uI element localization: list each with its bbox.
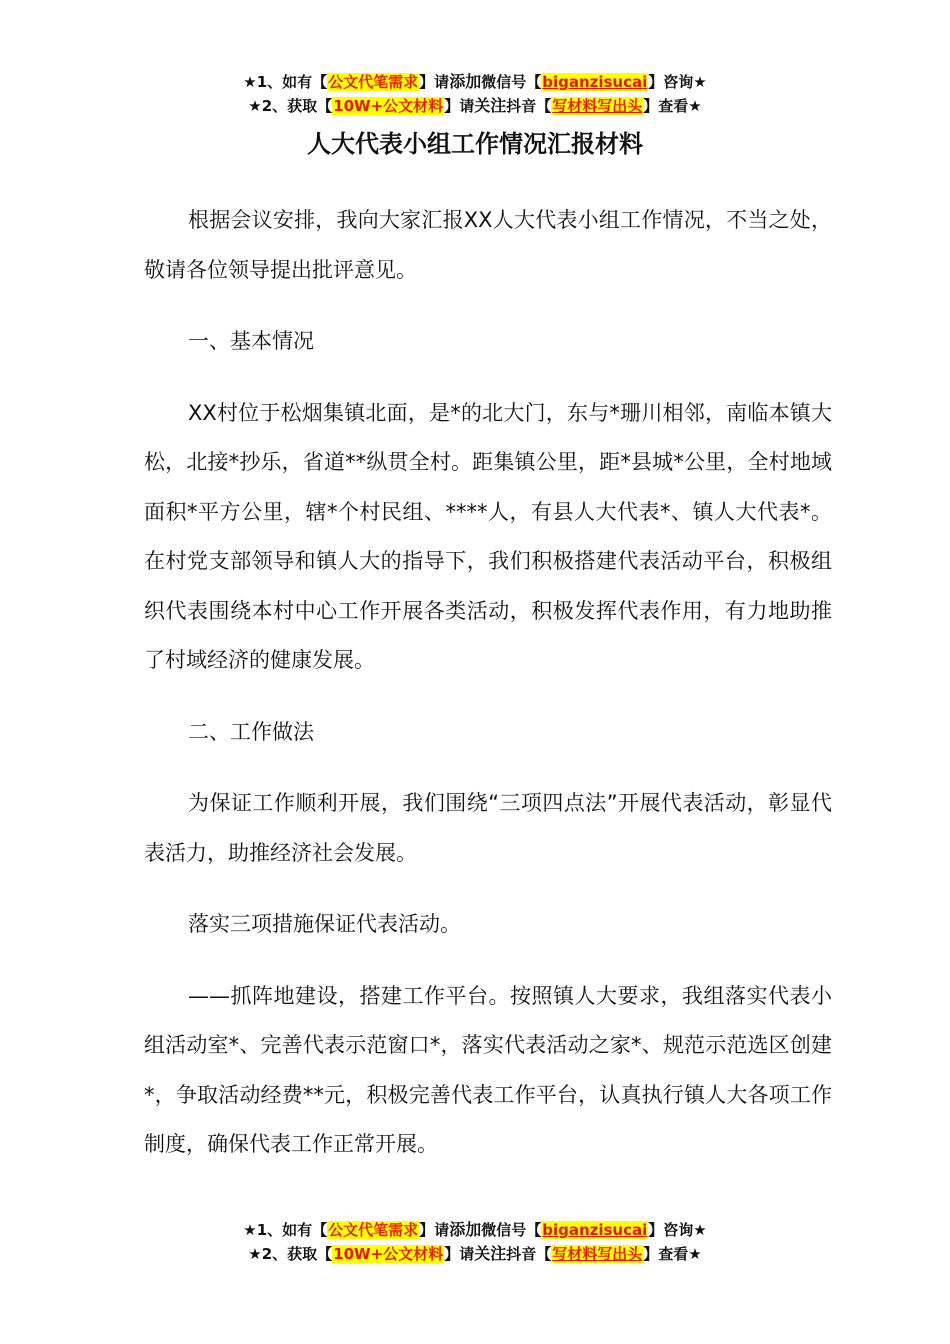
promo-highlight-douyin: 写材料写出头 [552, 97, 643, 115]
promo-text: 】请 [419, 1221, 450, 1239]
promo-text: ★2、获取【 [248, 97, 333, 115]
promo-text: 微信号【 [481, 73, 542, 91]
promo-banner-bottom [0, 1218, 950, 1266]
promo-text: 】查看★ [643, 97, 702, 115]
promo-emphasis: 关注 [474, 1244, 507, 1263]
section-heading-basic: 一、基本情况 [188, 329, 314, 353]
promo-highlight-wechat: biganzisucai [542, 1221, 648, 1239]
basic-info-paragraph: XX村位于松烟集镇北面，是*的北大门，东与*珊川相邻，南临本镇大松，北接*抄乐，省道**纵贯全村。距集镇公里，距*县城*公里，全村地域面积*平方公里，辖*个村民组、****人，有县人大代表*、镇人大代表*。在村党支部领导和镇人大的指导下，我们积极搭建代表活动平台，积极组织代表围绕本村中心工作开展各类活动，积极发挥代表作用，有力地助推了村域经济的健康发展。 [144, 400, 832, 672]
promo-text: 抖音【 [506, 1245, 552, 1263]
promo-text: ★1、如有【 [243, 73, 328, 91]
promo-text: ★1、如有【 [243, 1221, 328, 1239]
promo-emphasis: 添加 [449, 1220, 482, 1239]
platform-paragraph: ——抓阵地建设，搭建工作平台。按照镇人大要求，我组落实代表小组活动室*、完善代表示范窗口*，落实代表活动之家*、规范示范选区创建*，争取活动经费**元，积极完善代表工作平台，认真执行镇人大各项工作制度，确保代表工作正常开展。 [144, 983, 832, 1156]
promo-highlight-materials: 10W+公文材料 [333, 97, 444, 115]
promo-text: 】咨询★ [648, 73, 707, 91]
document-title: 人大代表小组工作情况汇报材料 [307, 130, 643, 158]
document-body [144, 196, 832, 1192]
measures-paragraph: 落实三项措施保证代表活动。 [188, 912, 461, 936]
promo-text: ★2、获取【 [248, 1245, 333, 1263]
promo-text: 微信号【 [481, 1221, 542, 1239]
promo-banner-top [0, 70, 950, 118]
methods-intro-paragraph: 为保证工作顺利开展，我们围绕“三项四点法”开展代表活动，彰显代表活力，助推经济社会发展。 [144, 791, 832, 865]
promo-highlight-service: 公文代笔需求 [328, 1221, 419, 1239]
promo-highlight-service: 公文代笔需求 [328, 73, 419, 91]
promo-highlight-materials: 10W+公文材料 [333, 1245, 444, 1263]
promo-line-2 [0, 1242, 950, 1266]
promo-text: 】咨询★ [648, 1221, 707, 1239]
promo-text: 】查看★ [643, 1245, 702, 1263]
promo-text: 】请 [444, 97, 475, 115]
intro-paragraph: 根据会议安排，我向大家汇报XX人大代表小组工作情况，不当之处，敬请各位领导提出批评意见。 [144, 208, 832, 282]
promo-emphasis: 添加 [449, 72, 482, 91]
promo-line-1 [0, 1218, 950, 1242]
promo-text: 】请 [419, 73, 450, 91]
promo-line-2 [0, 94, 950, 118]
promo-highlight-douyin: 写材料写出头 [552, 1245, 643, 1263]
promo-line-1 [0, 70, 950, 94]
promo-text: 】请 [444, 1245, 475, 1263]
promo-emphasis: 关注 [474, 96, 507, 115]
section-heading-methods: 二、工作做法 [188, 719, 314, 744]
promo-highlight-wechat: biganzisucai [542, 73, 648, 91]
promo-text: 抖音【 [506, 97, 552, 115]
